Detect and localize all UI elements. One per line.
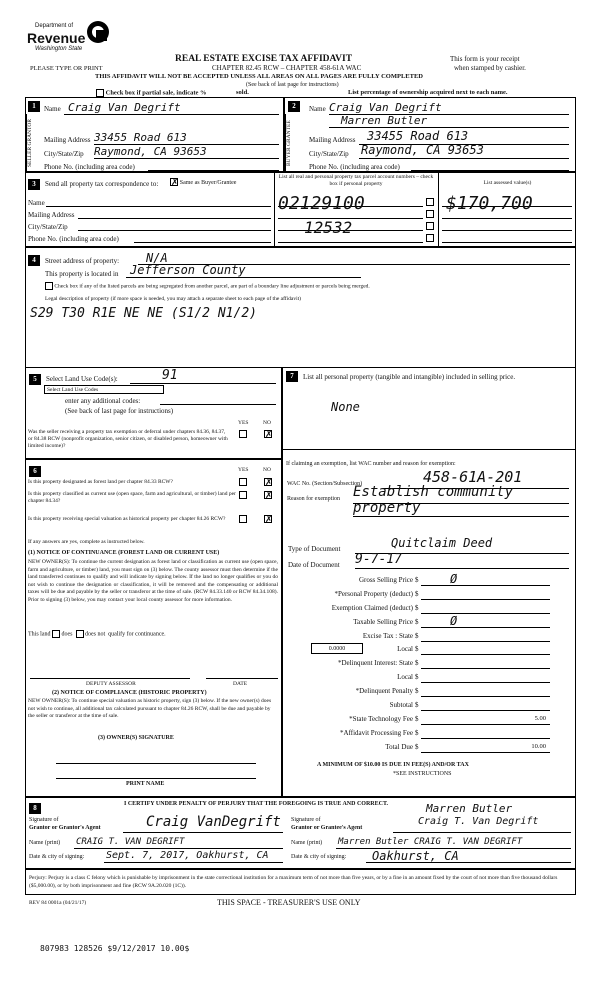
located-value[interactable]: Jefferson County	[130, 263, 246, 277]
certify-text: I CERTIFY UNDER PENALTY OF PERJURY THAT THE FOREGOING IS TRUE AND CORRECT.	[124, 801, 389, 807]
ownership-note: List percentage of ownership acquired next to each name.	[348, 89, 508, 96]
grantee-date-label: Date & city of signing:	[291, 854, 347, 860]
fee-label: *Affidavit Processing Fee	[340, 729, 413, 737]
grantee-name-print[interactable]: Marren Butler CRAIG T. VAN DEGRIFT	[338, 837, 523, 847]
fee-label: *Delinquent Interest: State	[337, 659, 413, 667]
fee-label: *Personal Property (deduct)	[334, 590, 413, 598]
doc-date-value[interactable]: 9-7-17	[355, 552, 402, 567]
section-2-number: 2	[288, 101, 300, 112]
fee-row-taxable: Taxable Selling Price $ Ø	[300, 618, 550, 629]
fee-label: Local	[397, 645, 413, 653]
corr-name-label: Name	[28, 199, 45, 207]
fee-value[interactable]: Ø	[450, 614, 458, 628]
section-5-land-use	[25, 367, 282, 459]
section-7-number: 7	[286, 371, 298, 382]
buyer-phone-label: Phone No. (including area code)	[309, 163, 400, 171]
parcel-4-personal-checkbox[interactable]	[426, 234, 434, 242]
land-use-value[interactable]: 91	[162, 368, 178, 383]
fee-row-delinq-state: *Delinquent Interest: State $	[300, 659, 550, 670]
buyer-name-value-2[interactable]: Marren Butler	[341, 114, 428, 127]
current-use-yes-checkbox[interactable]	[239, 491, 247, 499]
section-6-designation	[25, 459, 282, 797]
grantor-date-city[interactable]: Sept. 7, 2017, Oakhurst, CA	[106, 850, 269, 861]
boundary-note: Check box if any of the listed parcels are being segregated from another parcel, are part of a boundary line adjustment or parcels being merged.	[54, 283, 370, 290]
fee-label: Subtotal	[389, 701, 413, 709]
does-label: does	[61, 631, 73, 638]
fee-row-tech-fee: *State Technology Fee $ 5.00	[300, 715, 550, 726]
dor-logo-mark-icon	[87, 21, 109, 43]
parcel-3-personal-checkbox[interactable]	[426, 222, 434, 230]
fee-row-total: Total Due $ 10.00	[300, 743, 550, 754]
treasurer-use: THIS SPACE - TREASURER'S USE ONLY	[217, 898, 361, 907]
parcel-1-personal-checkbox[interactable]	[426, 198, 434, 206]
buyer-name-value-1[interactable]: Craig Van Degrift	[329, 101, 442, 114]
fee-row-excise-state: Excise Tax : State $	[300, 632, 550, 643]
parcel-divider	[274, 173, 275, 248]
street-value[interactable]: N/A	[146, 251, 168, 265]
section-1-seller	[25, 97, 284, 172]
historic-yes-checkbox[interactable]	[239, 515, 247, 523]
does-not-checkbox[interactable]	[76, 630, 84, 638]
notice-2-title: (2) NOTICE OF COMPLIANCE (HISTORIC PROPERTY)	[52, 690, 207, 696]
reason-label: Reason for exemption	[287, 496, 340, 502]
fee-value[interactable]: 5.00	[534, 715, 546, 722]
section-1-number: 1	[28, 101, 40, 112]
grantor-sig-label-1: Signature of	[29, 817, 59, 823]
partial-sale-checkbox[interactable]	[96, 89, 104, 97]
forest-yes-checkbox[interactable]	[239, 478, 247, 486]
perjury-box	[25, 869, 576, 895]
sold-label: sold.	[236, 89, 249, 96]
seller-city-value[interactable]: Raymond, CA 93653	[94, 145, 207, 158]
send-correspondence-label: Send all property tax correspondence to:	[45, 180, 159, 188]
perjury-text: Perjury: Perjury is a class C felony which is punishable by imprisonment in the state correctional institution for a maximum term of not more than five years, or by a fine in an amount fixed by the court of not more than five thousand dollars ($5,000.00), or by both imprisonment and fine (RCW 9A.20.020 (1C)).	[29, 875, 558, 889]
enter-additional-label: enter any additional codes:	[65, 397, 141, 405]
section-3-correspondence	[25, 172, 576, 247]
section-5-number: 5	[29, 374, 41, 385]
located-label: This property is located in	[45, 270, 119, 278]
fee-row-excise-local: Local $	[300, 645, 550, 656]
seller-mailing-label: Mailing Address	[44, 136, 91, 144]
form-chapter: CHAPTER 82.45 RCW – CHAPTER 458-61A WAC	[212, 64, 362, 72]
current-use-question: Is this property classified as current use (open space, farm and agricultural, or timber) land per chapter 84.34?	[28, 491, 236, 504]
seller-city-label: City/State/Zip	[44, 150, 84, 158]
corr-mailing-label: Mailing Address	[28, 211, 75, 219]
section-2-buyer	[284, 97, 576, 172]
deputy-assessor-label: DEPUTY ASSESSOR	[86, 681, 136, 687]
legal-value[interactable]: S29 T30 R1E NE NE (S1/2 N1/2)	[30, 306, 257, 321]
exemption-yes-checkbox[interactable]	[239, 430, 247, 438]
fee-label: *State Technology Fee	[349, 715, 413, 723]
fee-value[interactable]: 10.00	[531, 743, 546, 750]
exemption-question: Was the seller receiving a property tax exemption or deferral under chapters 84.36, 84.37, or 84.38 RCW (nonprofit organization, senior citizen, or disabled person, homeowner with limited income)?	[28, 429, 228, 449]
s6-no-header: NO	[263, 467, 271, 473]
land-use-dropdown[interactable]: Select Land Use Codes	[44, 385, 164, 394]
grantor-name-label: Name (print)	[29, 840, 61, 846]
section-6-number: 6	[29, 466, 41, 477]
fee-value[interactable]: Ø	[450, 572, 458, 586]
rev-number: REV 84 0001a (04/21/17)	[29, 900, 87, 906]
fee-label: Total Due	[385, 743, 413, 751]
print-name-label: PRINT NAME	[126, 781, 165, 787]
doc-type-label: Type of Document	[288, 545, 341, 553]
parcel-header: List all real and personal property tax parcel account numbers – check box if personal property	[278, 174, 434, 187]
fee-row-processing: *Affidavit Processing Fee $	[300, 729, 550, 740]
partial-sale-label: Check box if partial sale, indicate %	[105, 89, 207, 97]
local-rate-box[interactable]: 0.0000	[311, 643, 363, 654]
grantor-date-label: Date & city of signing:	[29, 854, 85, 860]
section-8-number: 8	[29, 803, 41, 814]
fee-row-delinq-local: Local $	[300, 673, 550, 684]
owner-signature-line[interactable]	[56, 763, 256, 764]
forest-no-checkbox[interactable]	[264, 478, 272, 486]
type-or-print: PLEASE TYPE OR PRINT	[30, 65, 103, 72]
dept-of: Department of	[35, 23, 74, 29]
receipt-note-1: This form is your receipt	[450, 55, 520, 63]
dor-logo	[27, 21, 122, 55]
forest-question: Is this property designated as forest land per chapter 84.33 RCW?	[28, 479, 173, 485]
historic-no-checkbox[interactable]	[264, 515, 272, 523]
parcel-2-value[interactable]: 12532	[304, 218, 353, 237]
fee-row-subtotal: Subtotal $	[300, 701, 550, 712]
personal-property-label: List all personal property (tangible and intangible) included in selling price.	[303, 373, 516, 381]
fee-label: Excise Tax : State	[362, 632, 413, 640]
grantor-signature[interactable]: Craig VanDegrift	[146, 814, 281, 830]
wac-label: WAC No. (Section/Subsection)	[287, 481, 363, 487]
section-4-property	[25, 247, 576, 367]
qualify-label: qualify for continuance.	[108, 631, 166, 638]
fee-label: Gross Selling Price	[358, 576, 413, 584]
personal-property-value[interactable]: None	[331, 400, 360, 414]
deputy-date-label: DATE	[233, 681, 248, 687]
doc-type-value[interactable]: Quitclaim Deed	[391, 536, 493, 550]
see-back-header: (See back of last page for instructions)	[246, 82, 339, 88]
exemption-claim-label: If claiming an exemption, list WAC number and reason for exemption:	[286, 461, 456, 467]
see-instructions: *SEE INSTRUCTIONS	[393, 771, 452, 777]
land-use-see-back: (See back of last page for instructions)	[65, 407, 174, 415]
s6-yes-header: YES	[238, 467, 249, 473]
historic-question: Is this property receiving special valuation as historical property per chapter 84.26 RCW?	[28, 516, 226, 522]
grantee-name-label: Name (print)	[291, 840, 323, 846]
does-checkbox[interactable]	[52, 630, 60, 638]
current-use-no-checkbox[interactable]	[264, 491, 272, 499]
section-8-certification	[25, 797, 576, 869]
partial-sale-row	[96, 89, 207, 97]
grantor-sig-label-2: Grantor or Grantor's Agent	[29, 825, 101, 831]
dept-revenue: Revenue	[27, 30, 86, 46]
land-use-label: Select Land Use Code(s):	[46, 375, 118, 383]
corr-city-label: City/State/Zip	[28, 223, 68, 231]
buyer-city-value[interactable]: Raymond, CA 93653	[361, 143, 484, 157]
seller-phone-label: Phone No. (including area code)	[44, 163, 135, 171]
assessed-1-value[interactable]: $170,700	[446, 193, 533, 214]
owner-print-line[interactable]	[56, 778, 256, 779]
notice-1-title: (1) NOTICE OF CONTINUANCE (FOREST LAND OR CURRENT USE)	[28, 550, 220, 556]
dept-state: Washington State	[35, 46, 83, 52]
fee-row-personal: *Personal Property (deduct) $	[300, 590, 550, 601]
parcel-1-value[interactable]: 02129100	[278, 193, 365, 214]
grantee-signature-2[interactable]: Craig T. Van Degrift	[418, 816, 539, 827]
seller-side-label: SELLER GRANTOR	[26, 114, 42, 172]
seller-name-value[interactable]: Craig Van Degrift	[68, 101, 181, 114]
owner-signature-label: (3) OWNER(S) SIGNATURE	[98, 735, 174, 741]
buyer-mailing-label: Mailing Address	[309, 136, 356, 144]
does-not-label: does not	[85, 631, 106, 638]
section-4-number: 4	[28, 255, 40, 266]
seller-name-label: Name	[44, 105, 61, 113]
buyer-name-label: Name	[309, 105, 326, 113]
form-title: REAL ESTATE EXCISE TAX AFFIDAVIT	[175, 54, 353, 64]
s5-yes-header: YES	[238, 420, 249, 426]
assessed-header: List assessed value(s)	[483, 180, 532, 186]
receipt-note-2: when stamped by cashier.	[454, 64, 526, 72]
corr-phone-label: Phone No. (including area code)	[28, 235, 119, 243]
grantee-sig-label-2: Grantor or Grantee's Agent	[291, 825, 363, 831]
buyer-city-label: City/State/Zip	[309, 150, 349, 158]
boundary-checkbox[interactable]	[45, 282, 53, 290]
buyer-side-label: BUYER GRANTEE	[285, 114, 302, 172]
fee-row-penalty: *Delinquent Penalty $	[300, 687, 550, 698]
fee-label: Taxable Selling Price	[353, 618, 413, 626]
fee-label: Exemption Claimed (deduct)	[331, 604, 413, 612]
reason-value[interactable]: Establish community property	[353, 484, 514, 516]
doc-date-label: Date of Document	[288, 561, 340, 569]
grantee-signature-1[interactable]: Marren Butler	[426, 802, 513, 815]
buyer-mailing-value[interactable]: 33455 Road 613	[367, 129, 469, 143]
notice-1-body: NEW OWNER(S): To continue the current designation as forest land or classification as current use (open space, farm and agriculture, or timber) land, you must sign on (3) below. The county assessor must then determine if the land transferred continues to qualify and will indicate by signing below. If the land no longer qualifies or you do not wish to continue the designation or classification, it will be removed and the compensating or additional taxes will be due and payable by the seller or transferor at the time of sale. (RCW 84.33.140 or RCW 84.34.108). Prior to signing (3) below, you may contact your local county assessor for more information.	[28, 559, 278, 603]
fee-label: *Delinquent Penalty	[355, 687, 413, 695]
cashier-stamp: 807983 128526 $9/12/2017 10.00$	[40, 944, 190, 953]
parcel-2-personal-checkbox[interactable]	[426, 210, 434, 218]
exemption-no-checkbox[interactable]	[264, 430, 272, 438]
warning-text: THIS AFFIDAVIT WILL NOT BE ACCEPTED UNLESS ALL AREAS ON ALL PAGES ARE FULLY COMPLETED	[95, 73, 423, 80]
assessed-divider	[438, 173, 439, 248]
notice-2-body: NEW OWNER(S): To continue special valuation as historic property, sign (3) below. If the new owner(s) does not wish to continue, all additional tax calculated pursuant to chapter 84.26 RCW, shall be due and payable by the seller or transferor at the time of sale.	[28, 698, 272, 720]
fee-row-exemption: Exemption Claimed (deduct) $	[300, 604, 550, 615]
seller-mailing-value[interactable]: 33455 Road 613	[94, 131, 187, 144]
same-as-buyer-label: Same as Buyer/Grantee	[179, 180, 237, 186]
grantee-sig-label-1: Signature of	[291, 817, 321, 823]
s5-no-header: NO	[263, 420, 271, 426]
section-3-number: 3	[28, 179, 40, 190]
grantor-name-print[interactable]: CRAIG T. VAN DEGRIFT	[76, 837, 185, 847]
street-label: Street address of property:	[45, 257, 120, 265]
wac-value[interactable]: 458-61A-201	[423, 468, 523, 486]
minimum-note: A MINIMUM OF $10.00 IS DUE IN FEE(S) AND/OR TAX	[317, 762, 469, 768]
this-land-label: This land	[28, 631, 51, 638]
grantee-date-city[interactable]: Oakhurst, CA	[372, 849, 459, 863]
if-yes-instruction: If any answers are yes, complete as instructed below.	[28, 539, 145, 545]
fee-label: Local	[397, 673, 413, 681]
fee-row-gross: Gross Selling Price $ Ø	[300, 576, 550, 587]
same-as-buyer-checkbox[interactable]	[170, 178, 178, 186]
legal-label: Legal description of property (if more space is needed, you may attach a separate sheet to each page of the affidavit)	[45, 296, 301, 302]
